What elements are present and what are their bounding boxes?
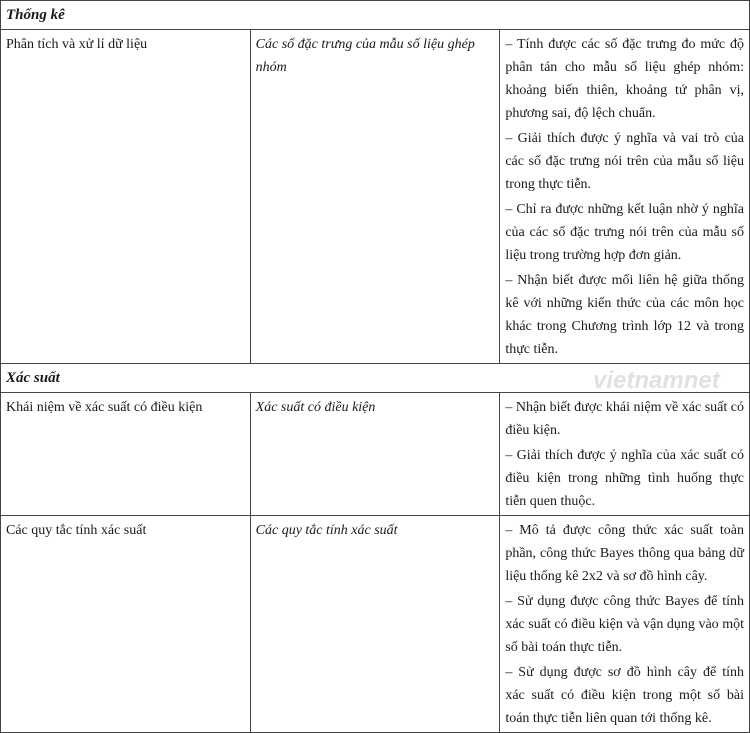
- requirement-item: – Giải thích được ý nghĩa của xác suất có điều kiện trong những tình huống thực tiễn quen thuộc.: [505, 448, 744, 509]
- table-row: [1, 516, 750, 733]
- watermark-text: vietnamnet: [593, 367, 720, 394]
- requirement-item: – Chỉ ra được những kết luận nhờ ý nghĩa của các số đặc trưng nói trên của mẫu số liệu trong trường hợp đơn giản.: [505, 202, 744, 263]
- requirement-item: – Nhận biết được mối liên hệ giữa thống kê với những kiến thức của các môn học khác trong Chương trình lớp 12 và trong thực tiễn.: [505, 273, 744, 357]
- requirements-cell: [500, 516, 750, 733]
- table-row: [1, 393, 750, 516]
- content-cell: Các quy tắc tính xác suất: [250, 516, 500, 733]
- requirement-item: – Tính được các số đặc trưng đo mức độ phân tán cho mẫu số liệu ghép nhóm: khoảng biến thiên, khoảng tứ phân vị, phương sai, độ lệch chuẩn.: [505, 37, 744, 121]
- requirement-item: – Sử dụng được sơ đồ hình cây để tính xác suất có điều kiện trong một số bài toán thực tiễn liên quan tới thống kê.: [505, 665, 744, 726]
- requirement-item: – Nhận biết được khái niệm về xác suất có điều kiện.: [505, 400, 744, 438]
- requirement-item: – Mô tả được công thức xác suất toàn phần, công thức Bayes thông qua bảng dữ liệu thống kê 2x2 và sơ đồ hình cây.: [505, 523, 744, 584]
- requirements-cell: [500, 393, 750, 516]
- content-cell: Xác suất có điều kiện: [250, 393, 500, 516]
- topic-cell: Các quy tắc tính xác suất: [1, 516, 251, 733]
- section-header-row: [1, 364, 750, 393]
- requirement-item: – Giải thích được ý nghĩa và vai trò của các số đặc trưng nói trên của mẫu số liệu trong thực tiễn.: [505, 131, 744, 192]
- section-heading: Xác suất: [1, 364, 750, 393]
- topic-cell: Phân tích và xử lí dữ liệu: [1, 30, 251, 364]
- table-row: [1, 30, 750, 364]
- topic-cell: Khái niệm về xác suất có điều kiện: [1, 393, 251, 516]
- section-header-row: [1, 1, 750, 30]
- requirements-cell: [500, 30, 750, 364]
- requirement-item: – Sử dụng được công thức Bayes để tính xác suất có điều kiện và vận dụng vào một số bài toán thực tiễn.: [505, 594, 744, 655]
- content-cell: Các số đặc trưng của mẫu số liệu ghép nhóm: [250, 30, 500, 364]
- section-heading: Thống kê: [1, 1, 750, 30]
